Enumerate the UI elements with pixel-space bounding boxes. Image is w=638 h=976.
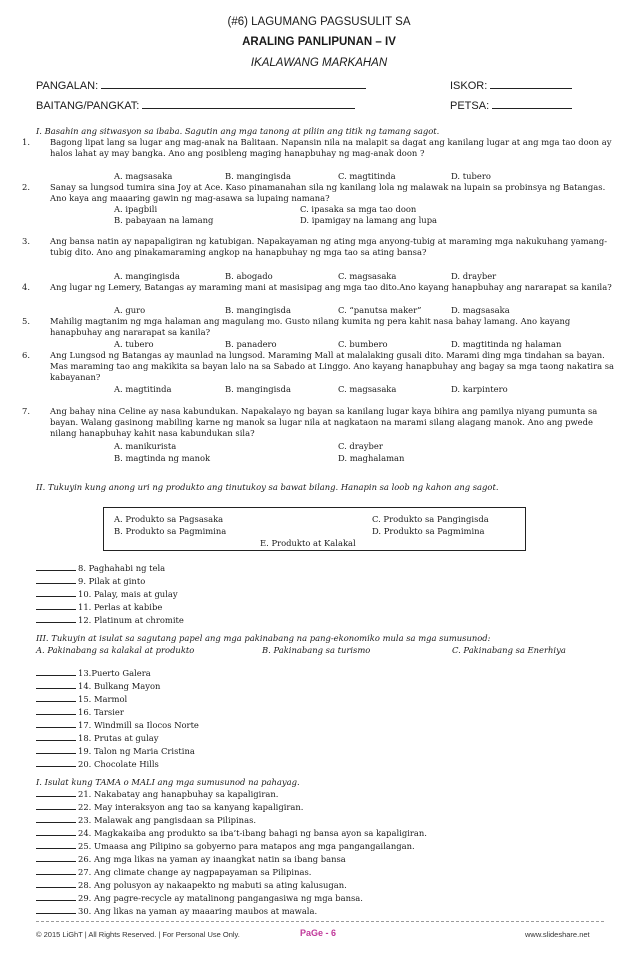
question-4: 4. Ang lugar ng Lemery, Batangas ay maraming mani at masisipag ang mga tao dito.Ano kayang hanapbuhay ang nararapat sa kanila? — [22, 282, 612, 292]
option[interactable]: B. mangingisda — [225, 171, 291, 181]
section-3-instruction: III. Tukuyin at isulat sa sagutang papel ang mga pakinabang na pang-ekonomiko mula sa mga sumusunod: — [36, 633, 491, 643]
option[interactable]: C. “panutsa maker” — [338, 305, 422, 315]
footer-site-link[interactable]: www.slideshare.net — [525, 930, 590, 939]
option[interactable]: C. magsasaka — [338, 271, 397, 281]
option[interactable]: A. tubero — [114, 339, 154, 349]
question-1: 1. Bagong lipat lang sa lugar ang mag-anak na Balitaan. Napansin nila na malapit sa dagat ang kanilang lugar at ang mga tao doon ay halos lahat ay may bangka. Ano ang posibleng maging hanapbuhay ng mag-anak doon ? — [22, 137, 612, 158]
section-2-instruction: II. Tukuyin kung anong uri ng produkto ang tinutukoy sa bawat bilang. Hanapin sa loob ng kahon ang sagot. — [36, 482, 499, 492]
section-4-instruction: I. Isulat kung TAMA o MALI ang mga sumusunod na pahayag. — [36, 777, 300, 787]
option[interactable]: A. magtitinda — [114, 384, 172, 394]
list-item[interactable]: 23. Malawak ang pangisdaan sa Pilipinas. — [36, 814, 256, 825]
option[interactable]: B. magtinda ng manok — [114, 453, 211, 463]
list-item[interactable]: 30. Ang likas na yaman ay maaaring maubos at mawala. — [36, 905, 317, 916]
date-field[interactable] — [450, 98, 572, 112]
name-line — [101, 78, 366, 89]
answer-choices-box — [103, 507, 526, 551]
list-item[interactable]: 12. Platinum at chromite — [36, 614, 184, 625]
name-field[interactable] — [36, 78, 366, 92]
list-item[interactable]: 15. Marmol — [36, 693, 127, 704]
list-item[interactable]: 18. Prutas at gulay — [36, 732, 159, 743]
option[interactable]: D. magtitinda ng halaman — [451, 339, 562, 349]
option[interactable]: D. maghalaman — [338, 453, 405, 463]
option[interactable]: B. abogado — [225, 271, 273, 281]
list-item[interactable]: 29. Ang pagre-recycle ay matalinong pangangasiwa ng mga bansa. — [36, 892, 363, 903]
option[interactable]: A. ipagbili — [114, 204, 158, 214]
section-3-choice-a: A. Pakinabang sa kalakal at produkto — [36, 645, 195, 655]
list-item[interactable]: 16. Tarsier — [36, 706, 124, 717]
list-item[interactable]: 21. Nakabatay ang hanapbuhay sa kapaligiran. — [36, 788, 278, 799]
option[interactable]: A. mangingisda — [114, 271, 180, 281]
option[interactable]: B. mangingisda — [225, 384, 291, 394]
date-line — [492, 98, 572, 109]
score-line — [490, 78, 572, 89]
list-item[interactable]: 9. Pilak at ginto — [36, 575, 145, 586]
question-7: 7. Ang bahay nina Celine ay nasa kabundukan. Napakalayo ng bayan sa kanilang lugar kaya bihira ang pamilya niyang pumunta sa bayan. Walang gasinong mabiling karne ng manok sa lugar nila at nagkataon na marami silang alagang manok. Ano ang pwede nilang hanapbuhay kahit nasa kabundukan sila? — [22, 406, 598, 438]
date-label: PETSA: — [450, 100, 490, 112]
question-2: 2. Sanay sa lungsod tumira sina Joy at Ace. Kaso pinamanahan sila ng kanilang lola ng malawak na lupain sa probinsya ng Batangas. Ano kaya ang maaaring gawin ng mag-asawa sa lupaing namana? — [22, 182, 606, 203]
grade-field[interactable] — [36, 98, 355, 112]
list-item[interactable]: 11. Perlas at kabibe — [36, 601, 162, 612]
option[interactable]: D. ipamigay na lamang ang lupa — [300, 215, 438, 225]
box-choice: B. Produkto sa Pagmimina — [114, 526, 227, 536]
box-choice: C. Produkto sa Pangingisda — [372, 514, 489, 524]
list-item[interactable]: 17. Windmill sa Ilocos Norte — [36, 719, 199, 730]
question-6: 6. Ang Lungsod ng Batangas ay maunlad na lungsod. Maraming Mall at malalaking gusali dito. Marami ding mga tindahan sa bayan. Mas maraming tao ang makikita sa bayan lalo na sa Sabado at Linggo. Ano kayang hanapbuhay ang bagay sa mga taong nakatira sa kabayanan? — [22, 350, 615, 382]
grade-label: BAITANG/PANGKAT: — [36, 100, 140, 112]
question-5: 5. Mahilig magtanim ng mga halaman ang magulang mo. Gusto nilang kumita ng pera kahit nasa bahay lamang. Ano kayang hanapbuhay ang nararapat sa kanila? — [22, 316, 571, 337]
option[interactable]: B. panadero — [225, 339, 277, 349]
title-line-2: ARALING PANLIPUNAN – IV — [242, 36, 396, 48]
section-3-choice-c: C. Pakinabang sa Enerhiya — [452, 645, 566, 655]
score-field[interactable] — [450, 78, 572, 92]
option[interactable]: D. tubero — [451, 171, 491, 181]
list-item[interactable]: 25. Umaasa ang Pilipino sa gobyerno para matapos ang mga pangangailangan. — [36, 840, 415, 851]
grade-line — [142, 98, 355, 109]
list-item[interactable]: 28. Ang polusyon ay nakaapekto ng mabuti sa ating kalusugan. — [36, 879, 347, 890]
page-number: PaGe - 6 — [300, 928, 337, 938]
box-choice: E. Produkto at Kalakal — [260, 538, 356, 548]
footer-divider — [36, 921, 604, 922]
section-3-choice-b: B. Pakinabang sa turismo — [262, 645, 371, 655]
score-label: ISKOR: — [450, 80, 488, 92]
box-choice: D. Produkto sa Pagmimina — [372, 526, 485, 536]
option[interactable]: C. magtitinda — [338, 171, 396, 181]
option[interactable]: D. magsasaka — [451, 305, 510, 315]
option[interactable]: A. magsasaka — [114, 171, 173, 181]
list-item[interactable]: 8. Paghahabi ng tela — [36, 562, 165, 573]
option[interactable]: C. ipasaka sa mga tao doon — [300, 204, 417, 214]
title-line-1: (#6) LAGUMANG PAGSUSULIT SA — [227, 16, 411, 28]
list-item[interactable]: 27. Ang climate change ay nagpapayaman sa Pilipinas. — [36, 866, 311, 877]
title-line-3: IKALAWANG MARKAHAN — [250, 57, 388, 69]
list-item[interactable]: 19. Talon ng Maria Cristina — [36, 745, 195, 756]
question-3: 3. Ang bansa natin ay napapaligiran ng katubigan. Napakayaman ng ating mga anyong-tubig at maraming mga nakukuhang yamang-tubig dito. Ano ang pinakamaraming angkop na hanapbuhay ng mga tao sa ating bansa? — [22, 236, 608, 257]
list-item[interactable]: 26. Ang mga likas na yaman ay inaangkat natin sa ibang bansa — [36, 853, 346, 864]
option[interactable]: B. pabayaan na lamang — [114, 215, 214, 225]
footer-copyright: © 2015 LiGhT | All Rights Reserved. | For Personal Use Only. — [36, 930, 240, 939]
list-item[interactable]: 20. Chocolate Hills — [36, 758, 159, 769]
option[interactable]: C. drayber — [338, 441, 383, 451]
list-item[interactable]: 13.Puerto Galera — [36, 667, 151, 678]
option[interactable]: A. guro — [114, 305, 146, 315]
list-item[interactable]: 22. May interaksyon ang tao sa kanyang kapaligiran. — [36, 801, 303, 812]
list-item[interactable]: 24. Magkakaiba ang produkto sa iba’t-ibang bahagi ng bansa ayon sa kapaligiran. — [36, 827, 427, 838]
option[interactable]: C. magsasaka — [338, 384, 397, 394]
name-label: PANGALAN: — [36, 80, 99, 92]
option[interactable]: D. karpintero — [451, 384, 508, 394]
option[interactable]: C. bumbero — [338, 339, 388, 349]
option[interactable]: D. drayber — [451, 271, 497, 281]
list-item[interactable]: 14. Bulkang Mayon — [36, 680, 160, 691]
box-choice: A. Produkto sa Pagsasaka — [114, 514, 224, 524]
option[interactable]: A. manikurista — [114, 441, 177, 451]
option[interactable]: B. mangingisda — [225, 305, 291, 315]
section-1-instruction: I. Basahin ang sitwasyon sa ibaba. Sagutin ang mga tanong at piliin ang titik ng tamang sagot. — [36, 126, 440, 136]
list-item[interactable]: 10. Palay, mais at gulay — [36, 588, 178, 599]
